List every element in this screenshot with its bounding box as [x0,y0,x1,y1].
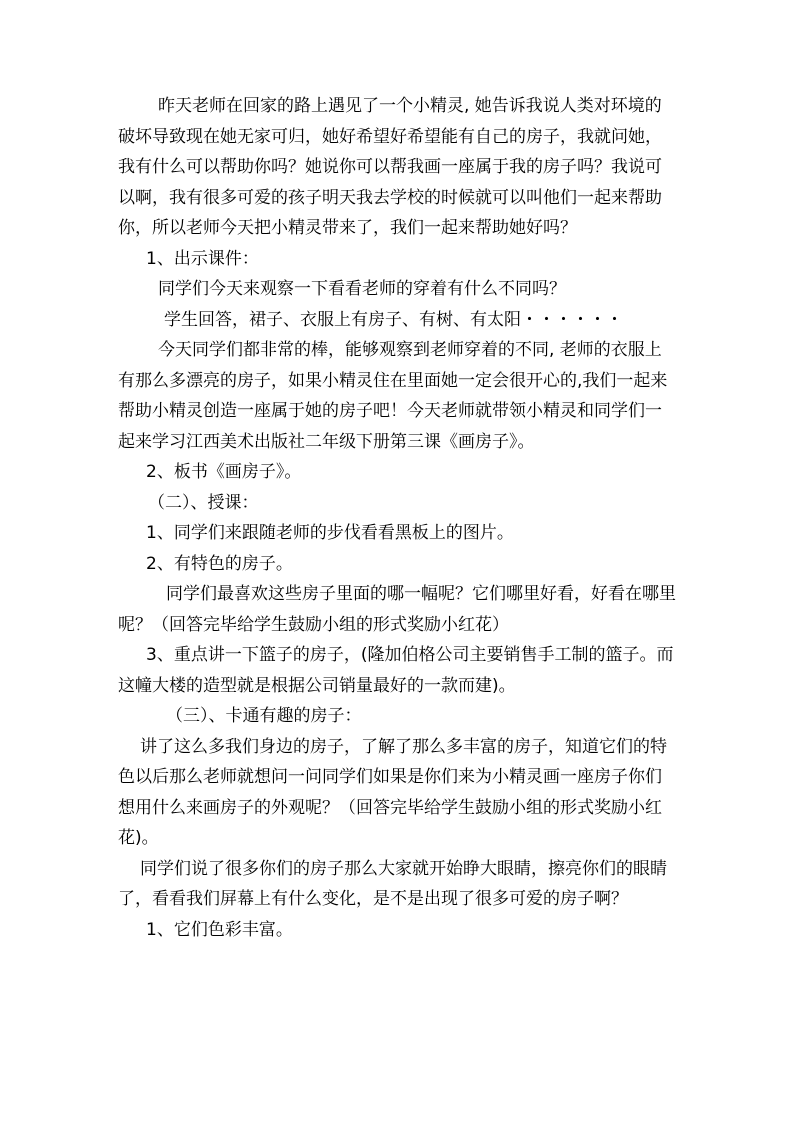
paragraph-teaching-1: 1、同学们来跟随老师的步伐看看黑板上的图片。 [146,523,514,543]
paragraph-question: 同学们今天来观察一下看看老师的穿着有什么不同吗？ [158,279,566,299]
paragraph-favorite: 同学们最喜欢这些房子里面的哪一幅呢？它们哪里好看，好看在哪里呢？（回答完毕给学生鼓励小组的形式奖励小红花） [118,584,676,635]
paragraph-intro: 昨天老师在回家的路上遇见了一个小精灵, 她告诉我说人类对环境的破坏导致现在她无家可归，她好希望好希望能有自己的房子，我就问她，我有什么可以帮助你吗？她说你可以帮我画一座属于我的房子吗？我说可以啊，我有很多可爱的孩子明天我去学校的时候就可以叫他们一起来帮助你，所以老师今天把小精灵带来了，我们一起来帮助她好吗？ [118,96,662,238]
paragraph-colors: 1、它们色彩丰富。 [146,919,293,940]
paragraph-step-2: 2、板书《画房子》。 [146,462,302,482]
paragraph-screen: 同学们说了很多你们的房子那么大家就开始睁大眼睛，擦亮你们的眼睛了，看看我们屏幕上有什么变化，是不是出现了很多可爱的房子啊？ [118,858,667,909]
document-body [118,91,678,945]
section-heading-teaching: （二）、授课： [148,492,259,513]
paragraph-praise: 今天同学们都非常的棒，能够观察到老师穿着的不同, 老师的衣服上有那么多漂亮的房子，如果小精灵住在里面她一定会很开心的,我们一起来帮助小精灵创造一座属于她的房子吧！今天老师就带领小精灵和同学们一起来学习江西美术出版社二年级下册第三课《画房子》。 [118,340,668,452]
section-heading-cartoon: （三）、卡通有趣的房子： [166,706,362,726]
paragraph-step-1: 1、出示课件： [146,248,259,269]
paragraph-teaching-3: 3、重点讲一下篮子的房子，(隆加伯格公司主要销售手工制的篮子。而这幢大楼的造型就是根据公司销量最好的一款而建)。 [118,645,674,696]
paragraph-teaching-2: 2、有特色的房子。 [146,553,293,574]
paragraph-cartoon-intro: 讲了这么多我们身边的房子，了解了那么多丰富的房子，知道它们的特色以后那么老师就想问一问同学们如果是你们来为小精灵画一座房子你们想用什么来画房子的外观呢？（回答完毕给学生鼓励小组的形式奖励小红花)。 [118,736,667,848]
paragraph-student-answer: 学生回答，裙子、衣服上有房子、有树、有太阳・・・・・・ [164,309,623,330]
